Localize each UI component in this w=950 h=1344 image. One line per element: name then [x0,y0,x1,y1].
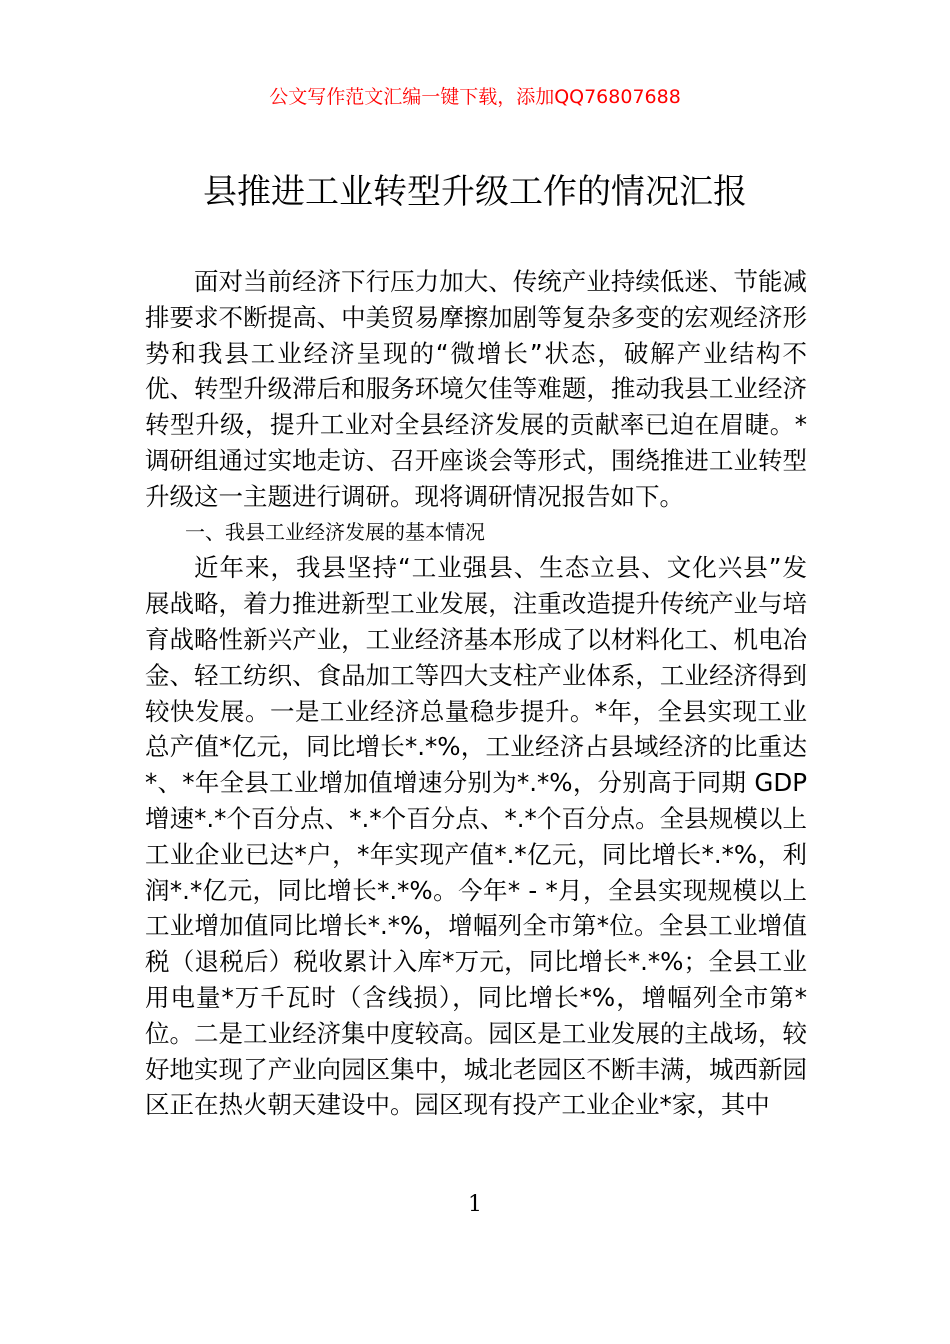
section-heading: 一、我县工业经济发展的基本情况 [185,519,485,544]
document-title: 县推进工业转型升级工作的情况汇报 [203,172,747,212]
download-notice: 公文写作范文汇编一键下载，添加QQ76807688 [269,86,681,108]
section-paragraph: 近年来，我县坚持“工业强县、生态立县、文化兴县”发展战略，着力推进新型工业发展，注重改造提升传统产业与培育战略性新兴产业，工业经济基本形成了以材料化工、机电冶金、轻工纺织、食品加工等四大支柱产业体系，工业经济得到较快发展。一是工业经济总量稳步提升。*年，全县实现工业总产值*亿元，同比增长*.*%，工业经济占县域经济的比重达*、*年全县工业增加值增速分别为*.*%，分别高于同期 GDP 增速*.*个百分点、*.*个百分点、*.*个百分点。全县规模以上工业企业已达*户，*年实现产值*.*亿元，同比增长*.*%，利润*.*亿元，同比增长*.*%。今年* - *月，全县实现规模以上工业增加值同比增长*.*%，增幅列全市第*位。全县工业增值税（退税后）税收累计入库*万元，同比增长*.*%；全县工业用电量*万千瓦时（含线损），同比增长*%，增幅列全市第*位。二是工业经济集中度较高。园区是工业发展的主战场，较好地实现了产业向园区集中，城北老园区不断丰满，城西新园区正在热火朝天建设中。园区现有投产工业企业*家，其中 [145,553,807,1120]
document-body [145,264,807,1123]
page-number: 1 [468,1192,482,1217]
intro-paragraph: 面对当前经济下行压力加大、传统产业持续低迷、节能减排要求不断提高、中美贸易摩擦加剧等复杂多变的宏观经济形势和我县工业经济呈现的“微增长”状态，破解产业结构不优、转型升级滞后和服务环境欠佳等难题，推动我县工业经济转型升级，提升工业对全县经济发展的贡献率已迫在眉睫。*调研组通过实地走访、召开座谈会等形式，围绕推进工业转型升级这一主题进行调研。现将调研情况报告如下。 [145,267,807,511]
